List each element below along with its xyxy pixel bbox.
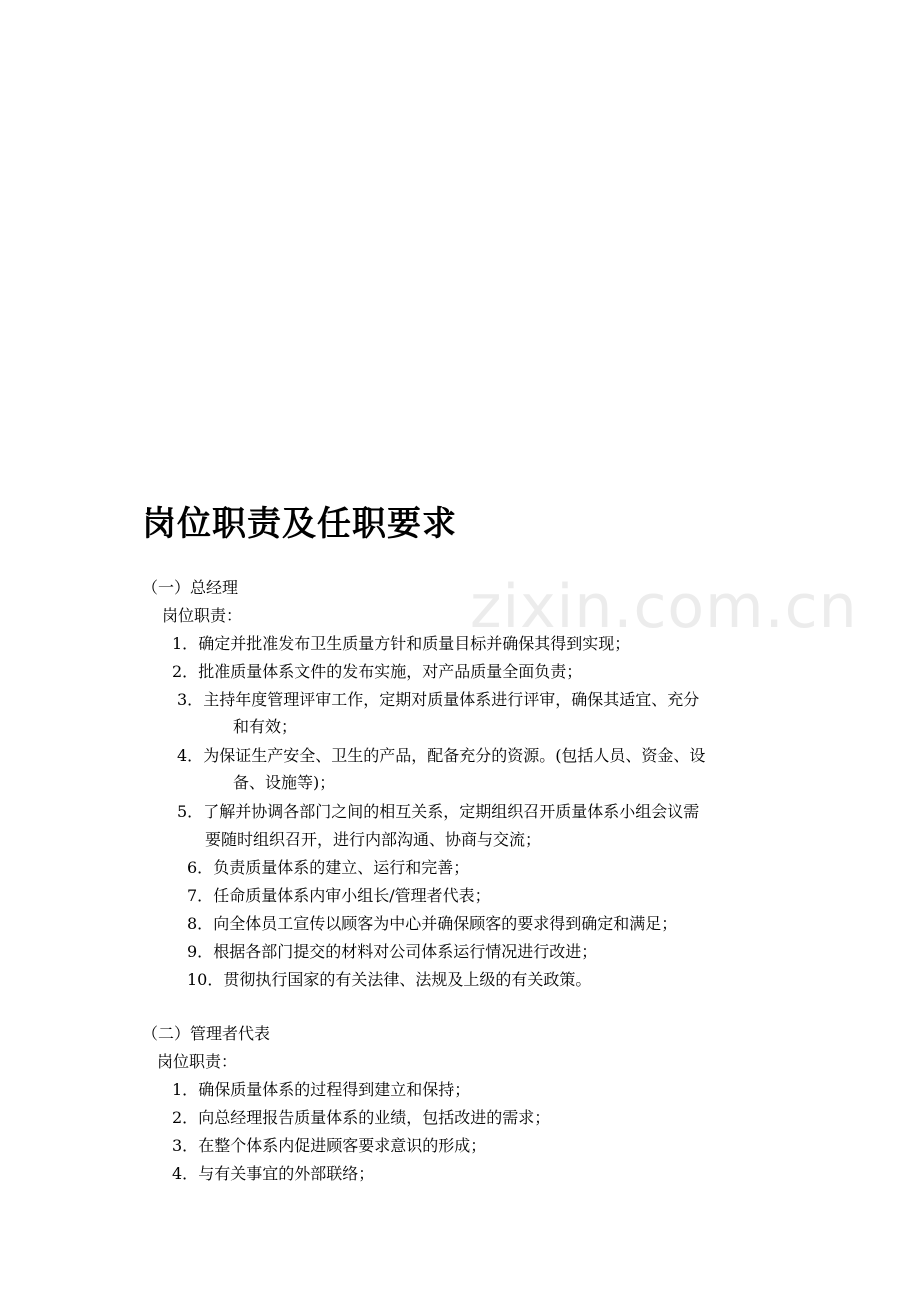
list-item-continuation: 和有效； [233, 717, 298, 736]
list-item-text: 任命质量体系内审小组长/管理者代表； [213, 886, 491, 905]
list-item [177, 745, 705, 767]
list-item-text: 负责质量体系的建立、运行和完善； [213, 858, 470, 877]
list-item [172, 1135, 486, 1157]
list-item-text: 了解并协调各部门之间的相互关系，定期组织召开质量体系小组会议需 [203, 802, 700, 821]
list-item-number: 1． [172, 634, 199, 653]
list-item [172, 1163, 374, 1185]
section-subheading-duties: 岗位职责： [157, 1052, 238, 1071]
list-item-text: 向总经理报告质量体系的业绩，包括改进的需求； [198, 1108, 551, 1127]
list-item [172, 633, 630, 655]
list-item-text: 确保质量体系的过程得到建立和保持； [198, 1080, 471, 1099]
list-item-number: 8． [187, 914, 214, 933]
list-item-number: 1． [172, 1080, 199, 1099]
list-item-number: 2． [172, 1108, 199, 1127]
list-item-number: 6． [187, 858, 214, 877]
list-item [187, 913, 677, 935]
list-item-number: 9． [187, 942, 214, 961]
list-item-text: 为保证生产安全、卫生的产品，配备充分的资源。(包括人员、资金、设 [203, 746, 706, 765]
list-item [172, 1107, 550, 1129]
list-item-continuation: 备、设施等)； [233, 773, 336, 792]
list-item-text: 根据各部门提交的材料对公司体系运行情况进行改进； [213, 942, 598, 961]
list-item-number: 2． [172, 662, 199, 681]
list-item-number: 10． [187, 970, 224, 989]
list-item [187, 941, 597, 963]
list-item [187, 969, 591, 991]
section-heading-management-representative: （二）管理者代表 [142, 1024, 271, 1043]
list-item-number: 7． [187, 886, 214, 905]
list-item [177, 689, 699, 711]
list-item-number: 4． [177, 746, 204, 765]
list-item-text: 向全体员工宣传以顾客为中心并确保顾客的要求得到确定和满足； [213, 914, 678, 933]
list-item [177, 801, 699, 823]
list-item-text: 确定并批准发布卫生质量方针和质量目标并确保其得到实现； [198, 634, 631, 653]
list-item-text: 批准质量体系文件的发布实施，对产品质量全面负责； [198, 662, 583, 681]
list-item [172, 1079, 470, 1101]
list-item-text: 主持年度管理评审工作，定期对质量体系进行评审，确保其适宜、充分 [203, 690, 700, 709]
list-item-text: 在整个体系内促进顾客要求意识的形成； [198, 1136, 487, 1155]
watermark: zixin.com.cn [470, 572, 858, 642]
list-item-text: 贯彻执行国家的有关法律、法规及上级的有关政策。 [223, 970, 592, 989]
section-subheading-duties: 岗位职责： [162, 606, 243, 625]
list-item [172, 661, 582, 683]
section-heading-general-manager: （一）总经理 [142, 578, 239, 597]
list-item [187, 857, 469, 879]
list-item-number: 5． [177, 802, 204, 821]
page-title: 岗位职责及任职要求 [142, 504, 457, 544]
list-item-number: 4． [172, 1164, 199, 1183]
list-item-number: 3． [172, 1136, 199, 1155]
list-item [187, 885, 491, 907]
list-item-number: 3． [177, 690, 204, 709]
list-item-text: 与有关事宜的外部联络； [198, 1164, 375, 1183]
list-item-continuation: 要随时组织召开，进行内部沟通、协商与交流； [205, 830, 542, 849]
